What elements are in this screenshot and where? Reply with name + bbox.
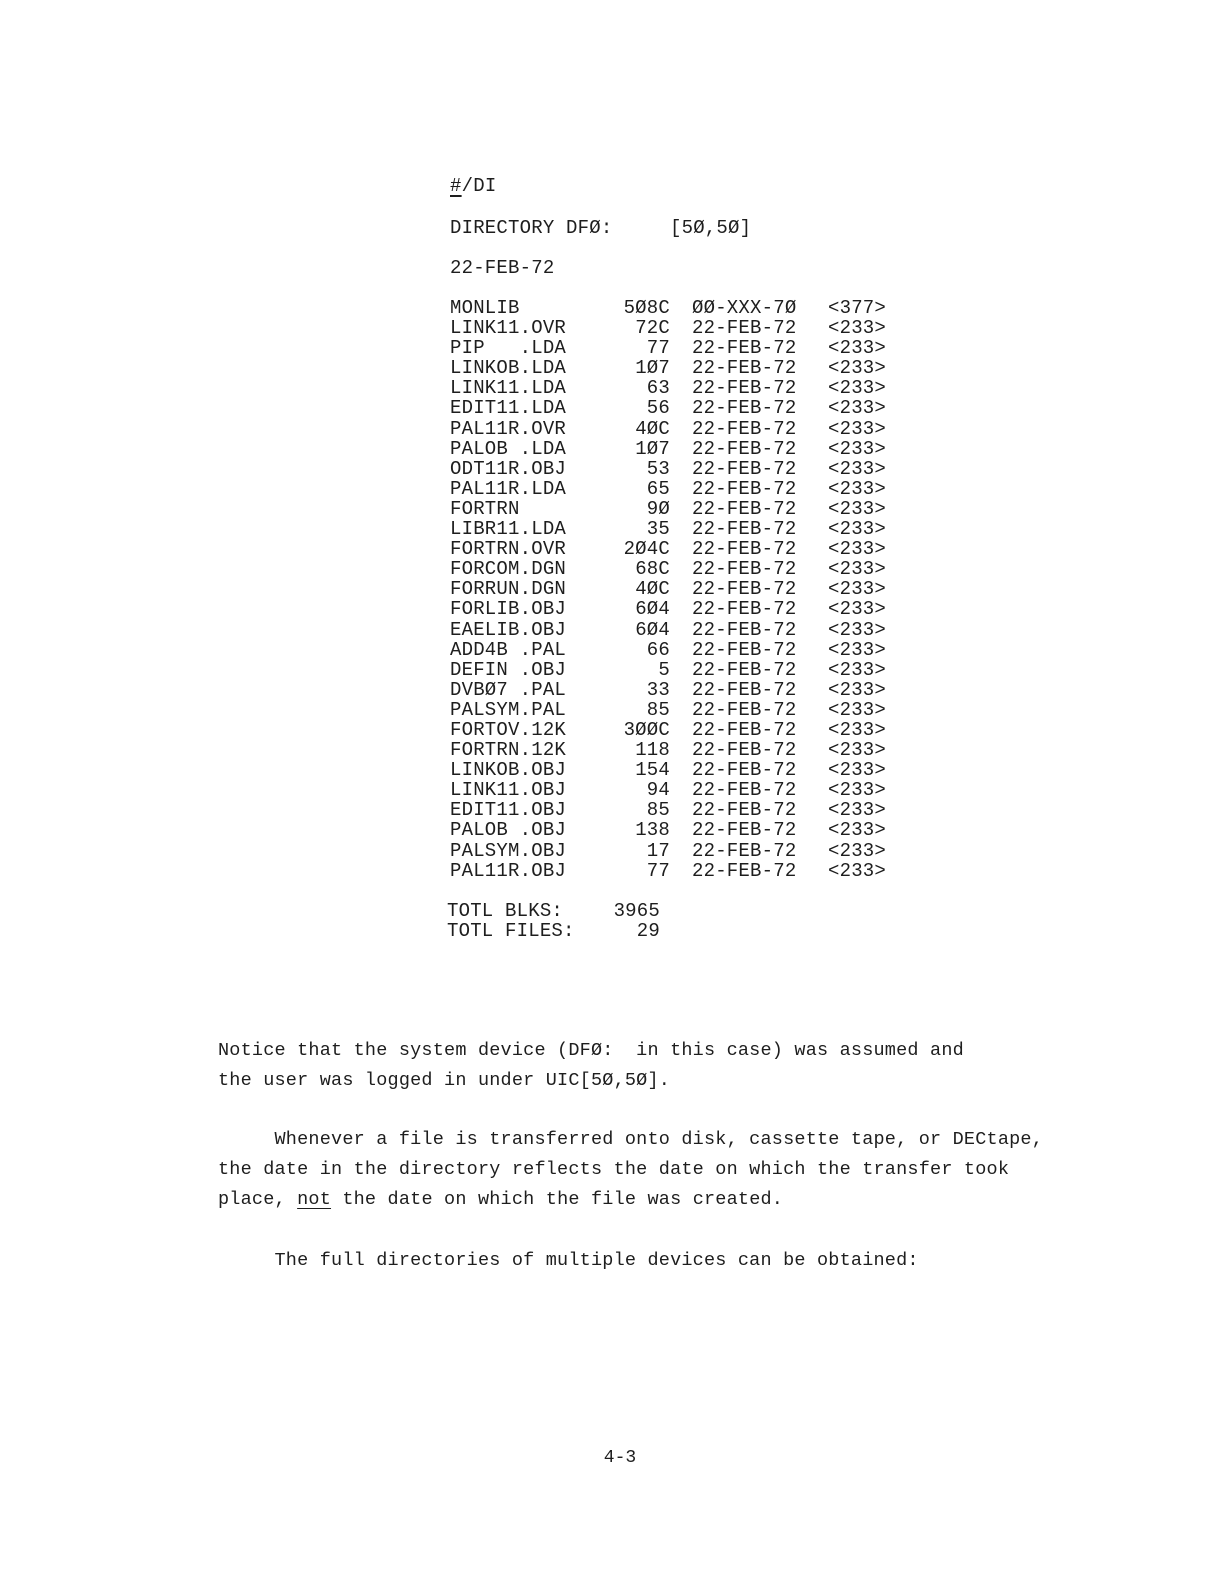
paragraph-notice bbox=[218, 1036, 964, 1096]
file-row bbox=[450, 539, 908, 559]
file-date: 22-FEB-72 bbox=[692, 457, 797, 480]
file-size: 5 bbox=[658, 658, 670, 681]
file-table bbox=[450, 298, 908, 881]
file-name: FORTRN.12K bbox=[450, 739, 567, 762]
file-date: 22-FEB-72 bbox=[692, 497, 797, 520]
file-name: LIBR11.LDA bbox=[450, 518, 567, 541]
file-name: EDIT11.OBJ bbox=[450, 799, 567, 822]
file-date: 22-FEB-72 bbox=[692, 698, 797, 721]
file-row bbox=[450, 620, 908, 640]
uic-value: [5Ø,5Ø] bbox=[670, 217, 752, 239]
file-size: 66 bbox=[646, 638, 670, 661]
file-size: 5Ø8C bbox=[623, 297, 670, 319]
file-name: MONLIB bbox=[450, 297, 520, 319]
file-name: LINK11.LDA bbox=[450, 377, 567, 400]
file-size: 3ØØC bbox=[623, 718, 670, 741]
file-row bbox=[450, 800, 908, 820]
file-date: 22-FEB-72 bbox=[692, 437, 797, 460]
file-row bbox=[450, 519, 908, 539]
file-row bbox=[450, 660, 908, 680]
file-row bbox=[450, 700, 908, 720]
file-name: FORCOM.DGN bbox=[450, 558, 567, 581]
file-protection: <233> bbox=[828, 678, 887, 701]
file-date: 22-FEB-72 bbox=[692, 759, 797, 782]
file-protection: <233> bbox=[828, 437, 887, 460]
paragraph-line: The full directories of multiple devices can be obtained: bbox=[218, 1250, 919, 1271]
file-protection: <233> bbox=[828, 457, 887, 480]
file-date: 22-FEB-72 bbox=[692, 799, 797, 822]
file-row bbox=[450, 599, 908, 619]
file-protection: <233> bbox=[828, 779, 887, 802]
file-date: 22-FEB-72 bbox=[692, 638, 797, 661]
file-name: ODT11R.OBJ bbox=[450, 457, 567, 480]
file-date: 22-FEB-72 bbox=[692, 658, 797, 681]
file-size: 6Ø4 bbox=[635, 618, 670, 641]
file-protection: <233> bbox=[828, 518, 887, 541]
file-name: LINKOB.OBJ bbox=[450, 759, 567, 782]
file-date: 22-FEB-72 bbox=[692, 337, 797, 360]
file-date: 22-FEB-72 bbox=[692, 678, 797, 701]
file-row bbox=[450, 861, 908, 881]
file-protection: <233> bbox=[828, 859, 887, 882]
file-protection: <233> bbox=[828, 839, 887, 862]
file-row bbox=[450, 780, 908, 800]
file-protection: <233> bbox=[828, 497, 887, 520]
command-line bbox=[450, 176, 908, 202]
text-span: place, bbox=[218, 1189, 298, 1210]
listing-date: 22-FEB-72 bbox=[450, 257, 555, 279]
file-row bbox=[450, 318, 908, 338]
file-date: 22-FEB-72 bbox=[692, 477, 797, 500]
file-date: 22-FEB-72 bbox=[692, 578, 797, 601]
file-row bbox=[450, 459, 908, 479]
paragraph-line: the user was logged in under UIC[5Ø,5Ø]. bbox=[218, 1070, 671, 1091]
file-name: FORRUN.DGN bbox=[450, 578, 567, 601]
file-protection: <233> bbox=[828, 357, 887, 380]
file-row bbox=[450, 841, 908, 861]
file-name: PALOB .OBJ bbox=[450, 819, 567, 842]
command-text: /DI bbox=[461, 175, 497, 197]
file-size: 118 bbox=[635, 739, 670, 762]
file-protection: <233> bbox=[828, 397, 887, 420]
total-files-value: 29 bbox=[636, 920, 660, 943]
total-blocks-row bbox=[447, 899, 908, 922]
file-row bbox=[450, 640, 908, 660]
total-blocks-label: TOTL BLKS: bbox=[447, 899, 564, 922]
file-row bbox=[450, 720, 908, 740]
file-size: 77 bbox=[646, 859, 670, 882]
total-files-row bbox=[447, 920, 908, 943]
file-size: 33 bbox=[646, 678, 670, 701]
file-size: 138 bbox=[635, 819, 670, 842]
text-span: the date on which the file was created. bbox=[331, 1189, 784, 1210]
file-size: 77 bbox=[646, 337, 670, 360]
file-size: 6Ø4 bbox=[635, 598, 670, 621]
file-protection: <233> bbox=[828, 618, 887, 641]
file-protection: <233> bbox=[828, 417, 887, 440]
file-row bbox=[450, 439, 908, 459]
file-size: 17 bbox=[646, 839, 670, 862]
file-protection: <233> bbox=[828, 578, 887, 601]
directory-label: DIRECTORY DFØ: bbox=[450, 217, 613, 239]
file-row bbox=[450, 559, 908, 579]
paragraph-line bbox=[218, 1185, 1043, 1215]
file-name: FORTOV.12K bbox=[450, 718, 567, 741]
file-row bbox=[450, 419, 908, 439]
file-size: 85 bbox=[646, 799, 670, 822]
file-protection: <233> bbox=[828, 317, 887, 340]
paragraph-multiple-devices bbox=[218, 1246, 919, 1276]
file-date: 22-FEB-72 bbox=[692, 417, 797, 440]
file-protection: <233> bbox=[828, 337, 887, 360]
file-row bbox=[450, 740, 908, 760]
file-row bbox=[450, 298, 908, 318]
paragraph-transfer-date bbox=[218, 1125, 1043, 1215]
file-name: DVBØ7 .PAL bbox=[450, 678, 567, 701]
file-protection: <233> bbox=[828, 638, 887, 661]
directory-listing bbox=[447, 175, 908, 943]
file-date: 22-FEB-72 bbox=[692, 618, 797, 641]
file-name: FORTRN bbox=[450, 497, 520, 520]
paragraph-line: Whenever a file is transferred onto disk, cassette tape, or DECtape, bbox=[218, 1129, 1044, 1150]
file-row bbox=[450, 680, 908, 700]
file-date: 22-FEB-72 bbox=[692, 518, 797, 541]
file-protection: <233> bbox=[828, 377, 887, 400]
file-name: LINK11.OBJ bbox=[450, 779, 567, 802]
directory-header bbox=[450, 218, 908, 240]
file-date: 22-FEB-72 bbox=[692, 779, 797, 802]
file-name: FORLIB.OBJ bbox=[450, 598, 567, 621]
file-date: 22-FEB-72 bbox=[692, 397, 797, 420]
file-row bbox=[450, 820, 908, 840]
file-protection: <233> bbox=[828, 718, 887, 741]
file-size: 4ØC bbox=[635, 578, 670, 601]
file-size: 65 bbox=[646, 477, 670, 500]
file-date: 22-FEB-72 bbox=[692, 558, 797, 581]
file-name: EDIT11.LDA bbox=[450, 397, 567, 420]
file-row bbox=[450, 479, 908, 499]
file-date: 22-FEB-72 bbox=[692, 377, 797, 400]
file-name: PAL11R.LDA bbox=[450, 477, 567, 500]
file-name: ADD4B .PAL bbox=[450, 638, 567, 661]
file-size: 63 bbox=[646, 377, 670, 400]
file-protection: <233> bbox=[828, 759, 887, 782]
paragraph-line: the date in the directory reflects the date on which the transfer took bbox=[218, 1159, 1010, 1180]
file-name: PALSYM.PAL bbox=[450, 698, 567, 721]
file-date: 22-FEB-72 bbox=[692, 718, 797, 741]
file-name: LINKOB.LDA bbox=[450, 357, 567, 380]
underlined-word: not bbox=[297, 1189, 332, 1210]
file-size: 53 bbox=[646, 457, 670, 480]
file-size: 85 bbox=[646, 698, 670, 721]
file-protection: <233> bbox=[828, 698, 887, 721]
file-name: EAELIB.OBJ bbox=[450, 618, 567, 641]
file-name: PALOB .LDA bbox=[450, 437, 567, 460]
file-size: 72C bbox=[635, 317, 670, 340]
file-date: 22-FEB-72 bbox=[692, 819, 797, 842]
file-size: 35 bbox=[646, 518, 670, 541]
file-size: 56 bbox=[646, 397, 670, 420]
file-date: 22-FEB-72 bbox=[692, 538, 797, 561]
file-name: PIP .LDA bbox=[450, 337, 567, 360]
file-size: 68C bbox=[635, 558, 670, 581]
file-date: 22-FEB-72 bbox=[692, 859, 797, 882]
file-protection: <233> bbox=[828, 477, 887, 500]
file-protection: <233> bbox=[828, 558, 887, 581]
file-size: 1Ø7 bbox=[635, 357, 670, 380]
file-name: PAL11R.OVR bbox=[450, 417, 567, 440]
file-protection: <233> bbox=[828, 799, 887, 822]
file-protection: <233> bbox=[828, 658, 887, 681]
file-row bbox=[450, 760, 908, 780]
file-row bbox=[450, 358, 908, 378]
file-size: 2Ø4C bbox=[623, 538, 670, 561]
file-protection: <377> bbox=[828, 297, 887, 319]
file-date: 22-FEB-72 bbox=[692, 839, 797, 862]
totals-block bbox=[447, 899, 908, 943]
file-size: 1Ø7 bbox=[635, 437, 670, 460]
file-protection: <233> bbox=[828, 538, 887, 561]
total-blocks-value: 3965 bbox=[613, 899, 660, 922]
file-row bbox=[450, 338, 908, 358]
file-protection: <233> bbox=[828, 819, 887, 842]
paragraph-line: Notice that the system device (DFØ: in this case) was assumed and bbox=[218, 1040, 964, 1061]
file-date: 22-FEB-72 bbox=[692, 739, 797, 762]
file-name: PAL11R.OBJ bbox=[450, 859, 567, 882]
file-size: 154 bbox=[635, 759, 670, 782]
file-date: 22-FEB-72 bbox=[692, 357, 797, 380]
file-name: LINK11.OVR bbox=[450, 317, 567, 340]
file-row bbox=[450, 499, 908, 519]
file-size: 4ØC bbox=[635, 417, 670, 440]
file-date: ØØ-XXX-7Ø bbox=[692, 297, 797, 319]
file-date: 22-FEB-72 bbox=[692, 317, 797, 340]
page-number: 4-3 bbox=[603, 1448, 637, 1468]
file-protection: <233> bbox=[828, 598, 887, 621]
file-name: DEFIN .OBJ bbox=[450, 658, 567, 681]
file-name: FORTRN.OVR bbox=[450, 538, 567, 561]
file-protection: <233> bbox=[828, 739, 887, 762]
file-row bbox=[450, 378, 908, 398]
file-date: 22-FEB-72 bbox=[692, 598, 797, 621]
file-size: 94 bbox=[646, 779, 670, 802]
total-files-label: TOTL FILES: bbox=[447, 920, 575, 943]
file-row bbox=[450, 579, 908, 599]
prompt-char: # bbox=[450, 175, 462, 197]
file-row bbox=[450, 398, 908, 418]
file-name: PALSYM.OBJ bbox=[450, 839, 567, 862]
file-size: 9Ø bbox=[646, 497, 670, 520]
